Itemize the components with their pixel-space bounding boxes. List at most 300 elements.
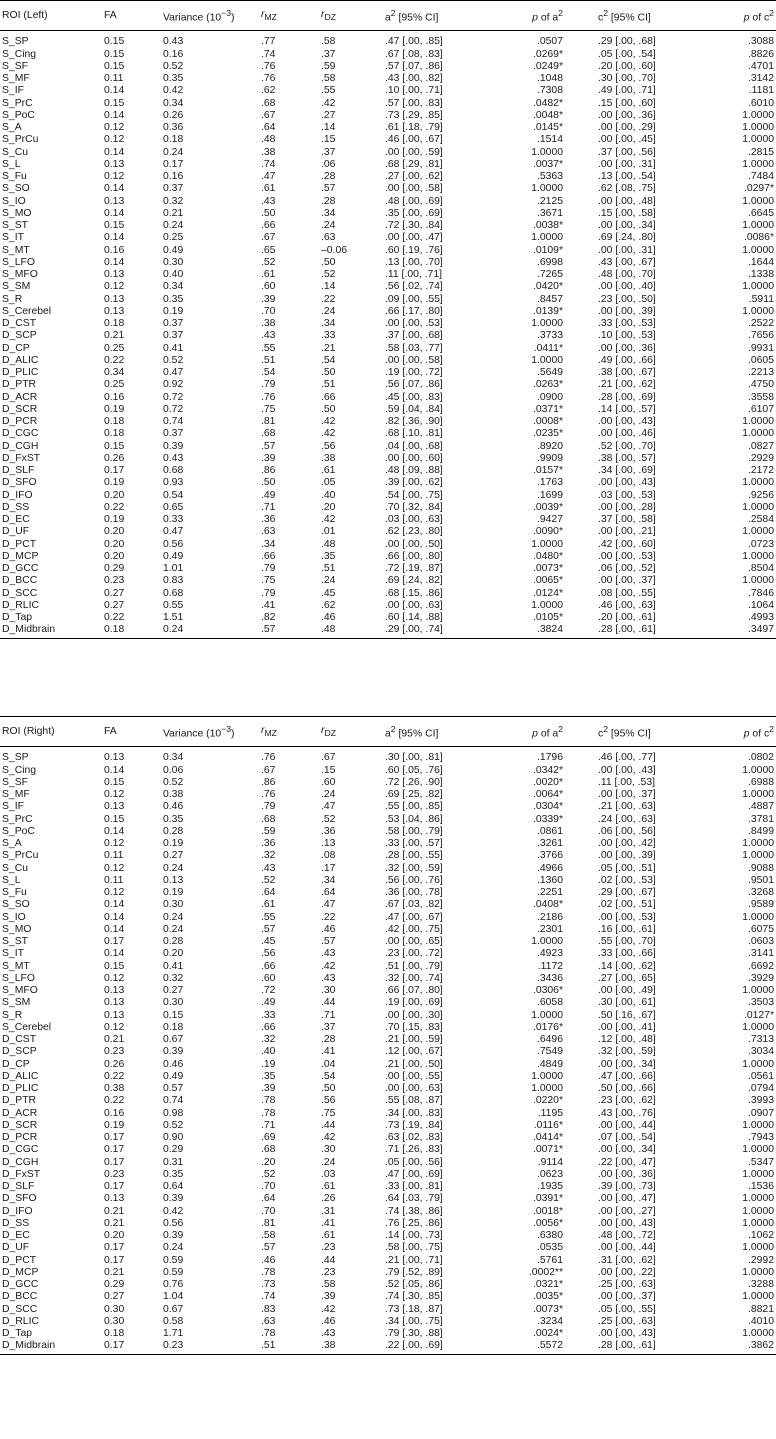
p-a2-cell: .0304* — [532, 801, 563, 813]
fa-cell: 0.14 — [104, 232, 125, 244]
c2-ci-cell: .49 [.00, .71] — [598, 85, 656, 97]
header-row — [0, 1, 776, 31]
p-a2-cell: .0035* — [532, 1291, 563, 1303]
variance-cell: 0.24 — [163, 923, 184, 935]
c2-ci-cell: .00 [.00, .43] — [598, 416, 656, 428]
c2-ci-cell: .00 [.00, .29] — [598, 122, 656, 134]
p-a2-cell: .0411* — [533, 342, 563, 354]
p-c2-cell: 1.0000 — [742, 550, 774, 562]
table-row — [0, 551, 776, 563]
roi-cell: D_PCR — [2, 416, 38, 428]
table-row — [0, 441, 776, 453]
a2-ci-cell: .56 [.02, .74] — [385, 281, 443, 293]
p-c2-cell: 1.0000 — [742, 305, 774, 317]
a2-ci-cell: .35 [.00, .69] — [385, 207, 443, 219]
p-c2-cell: .0907 — [747, 1107, 774, 1119]
variance-cell: 0.30 — [163, 256, 184, 268]
c2-ci-cell: .37 [.00, .58] — [598, 514, 656, 526]
c2-ci-cell: .48 [.00, .70] — [598, 269, 656, 281]
rdz-cell: .28 — [321, 195, 336, 207]
p-a2-cell: 1.0000 — [531, 1083, 563, 1095]
table-row — [0, 526, 776, 538]
p-c2-cell: .6010 — [747, 97, 774, 109]
p-c2-cell: 1.0000 — [742, 1328, 774, 1340]
rdz-cell: .63 — [321, 232, 336, 244]
roi-cell: S_Cu — [2, 146, 28, 158]
p-c2-cell: 1.0000 — [742, 281, 774, 293]
table-row — [0, 1206, 776, 1218]
p-c2-cell: .1181 — [748, 85, 774, 97]
rdz-cell: .30 — [321, 1144, 336, 1156]
roi-cell: S_SF — [2, 776, 28, 788]
a2-ci-cell: .67 [.08, .83] — [385, 48, 443, 60]
variance-cell: 0.68 — [163, 587, 184, 599]
a2-ci-cell: .33 [.00, .81] — [385, 1181, 443, 1193]
a2-ci-cell: .37 [.00, .68] — [385, 330, 443, 342]
col-p-c2: p of $c^2$ — [743, 724, 774, 740]
rmz-cell: .51 — [261, 1340, 276, 1352]
p-a2-cell: .0139* — [532, 305, 563, 317]
c2-ci-cell: .00 [.00, .49] — [598, 985, 656, 997]
p-a2-cell: 1.0000 — [531, 146, 563, 158]
rmz-cell: .65 — [261, 244, 276, 256]
rmz-cell: .57 — [261, 923, 276, 935]
rmz-cell: .45 — [261, 936, 276, 948]
p-a2-cell: .0037* — [532, 158, 563, 170]
variance-cell: 0.42 — [163, 1205, 184, 1217]
fa-cell: 0.20 — [104, 538, 125, 550]
a2-ci-cell: .79 [.52, .89] — [385, 1266, 443, 1278]
fa-cell: 0.27 — [104, 587, 125, 599]
rmz-cell: .66 — [261, 1021, 276, 1033]
table-row — [0, 1034, 776, 1046]
table-row — [0, 1218, 776, 1230]
col-c2-ci: $c^2$ [95% CI] — [598, 8, 651, 24]
table-row — [0, 98, 776, 110]
roi-cell: D_SS — [2, 1217, 30, 1229]
a2-ci-cell: .47 [.00, .69] — [385, 1168, 443, 1180]
c2-ci-cell: .33 [.00, .53] — [598, 318, 656, 330]
rdz-cell: .54 — [321, 354, 336, 366]
variance-cell: 0.32 — [163, 195, 184, 207]
table-row — [0, 232, 776, 244]
variance-cell: 0.83 — [163, 575, 184, 587]
a2-ci-cell: .34 [.00, .83] — [385, 1107, 443, 1119]
p-c2-cell: 1.0000 — [742, 911, 774, 923]
fa-cell: 0.15 — [104, 813, 125, 825]
fa-cell: 0.20 — [104, 1230, 125, 1242]
roi-cell: D_PCT — [2, 1254, 37, 1266]
c2-ci-cell: .20 [.00, .60] — [598, 60, 656, 72]
variance-cell: 0.18 — [163, 134, 184, 146]
table-row — [0, 985, 776, 997]
variance-cell: 0.41 — [163, 960, 184, 972]
rmz-cell: .79 — [261, 801, 276, 813]
fa-cell: 0.13 — [104, 997, 125, 1009]
table-row — [0, 887, 776, 899]
table-row — [0, 428, 776, 440]
p-a2-cell: .5363 — [536, 171, 563, 183]
rmz-cell: .20 — [261, 1156, 276, 1168]
rdz-cell: .59 — [321, 60, 336, 72]
a2-ci-cell: .00 [.00, .58] — [385, 183, 443, 195]
variance-cell: 0.59 — [163, 1266, 184, 1278]
col-a2-ci: $a^2$ [95% CI] — [385, 724, 439, 740]
rdz-cell: .35 — [321, 550, 336, 562]
c2-ci-cell: .11 [.00, .53] — [598, 776, 655, 788]
rmz-cell: .58 — [261, 1230, 276, 1242]
roi-cell: D_ACR — [2, 1107, 38, 1119]
table-row — [0, 1046, 776, 1058]
p-a2-cell: .0157* — [532, 465, 563, 477]
rmz-cell: .43 — [261, 195, 276, 207]
rmz-cell: .59 — [261, 825, 276, 837]
fa-cell: 0.12 — [104, 838, 125, 850]
p-c2-cell: .0605 — [747, 354, 774, 366]
rmz-cell: .36 — [261, 514, 276, 526]
table-row — [0, 539, 776, 551]
rdz-cell: .43 — [321, 972, 336, 984]
p-c2-cell: .5347 — [747, 1156, 774, 1168]
rdz-cell: .37 — [321, 1021, 336, 1033]
p-a2-cell: 1.0000 — [531, 1009, 563, 1021]
roi-cell: D_PTR — [2, 379, 37, 391]
a2-ci-cell: .62 [.23, .80] — [385, 526, 443, 538]
a2-ci-cell: .30 [.00, .81] — [385, 752, 443, 764]
variance-cell: 0.64 — [163, 1181, 184, 1193]
rmz-cell: .34 — [261, 538, 276, 550]
col-fa: FA — [104, 9, 117, 21]
c2-ci-cell: .21 [.00, .63] — [598, 801, 656, 813]
rmz-cell: .38 — [261, 146, 276, 158]
roi-cell: D_CGH — [2, 1156, 39, 1168]
roi-cell: D_FxST — [2, 1168, 41, 1180]
a2-ci-cell: .57 [.07, .86] — [385, 60, 443, 72]
rdz-cell: .52 — [321, 813, 336, 825]
p-c2-cell: .9256 — [747, 489, 774, 501]
col-rmz: $r_{MZ}$ — [261, 8, 277, 22]
c2-ci-cell: .00 [.00, .41] — [598, 1021, 656, 1033]
rmz-cell: .71 — [261, 1119, 276, 1131]
a2-ci-cell: .68 [.29, .81] — [385, 158, 443, 170]
table-row — [0, 257, 776, 269]
a2-ci-cell: .72 [.19, .87] — [385, 563, 443, 575]
p-c2-cell: 1.0000 — [742, 134, 774, 146]
variance-cell: 0.34 — [163, 281, 184, 293]
a2-ci-cell: .79 [.30, .88] — [385, 1328, 443, 1340]
variance-cell: 0.28 — [163, 936, 184, 948]
table-row — [0, 1157, 776, 1169]
fa-cell: 0.22 — [104, 612, 125, 624]
col-roi: ROI (Left) — [2, 9, 48, 21]
variance-cell: 0.46 — [163, 1058, 184, 1070]
p-a2-cell: .1763 — [536, 477, 563, 489]
p-c2-cell: 1.0000 — [742, 1021, 774, 1033]
table-row — [0, 1304, 776, 1316]
p-a2-cell: .0480* — [532, 550, 563, 562]
fa-cell: 0.34 — [104, 367, 125, 379]
rmz-cell: .86 — [261, 776, 276, 788]
table-row — [0, 392, 776, 404]
c2-ci-cell: .05 [.00, .55] — [598, 1303, 656, 1315]
variance-cell: 0.38 — [163, 789, 184, 801]
c2-ci-cell: .00 [.00, .31] — [598, 244, 656, 256]
variance-cell: 0.47 — [163, 367, 184, 379]
rmz-cell: .68 — [261, 1144, 276, 1156]
fa-cell: 0.13 — [104, 293, 125, 305]
rdz-cell: .05 — [321, 477, 336, 489]
p-a2-cell: .6998 — [536, 256, 563, 268]
rdz-cell: .43 — [321, 948, 336, 960]
a2-ci-cell: .58 [.00, .79] — [385, 825, 443, 837]
col-p-a2: p of $a^2$ — [532, 724, 563, 740]
p-c2-cell: .0827 — [747, 440, 774, 452]
table-row — [0, 294, 776, 306]
roi-cell: S_L — [2, 874, 21, 886]
rdz-cell: .57 — [321, 936, 336, 948]
p-c2-cell: .0723 — [747, 538, 774, 550]
rmz-cell: .68 — [261, 428, 276, 440]
fa-cell: 0.12 — [104, 281, 125, 293]
rmz-cell: .67 — [261, 232, 276, 244]
c2-ci-cell: .00 [.00, .36] — [598, 1168, 656, 1180]
c2-ci-cell: .06 [.00, .52] — [598, 563, 656, 575]
p-a2-cell: 1.0000 — [531, 538, 563, 550]
rdz-cell: .42 — [321, 1303, 336, 1315]
right-hemisphere-table — [0, 716, 776, 1355]
roi-cell: D_Midbrain — [2, 1340, 56, 1352]
rdz-cell: .42 — [321, 1132, 336, 1144]
p-a2-cell: .0321* — [532, 1279, 563, 1291]
rmz-cell: .76 — [261, 789, 276, 801]
p-a2-cell: .0176* — [532, 1021, 563, 1033]
p-c2-cell: .7656 — [747, 330, 774, 342]
p-a2-cell: .0002** — [528, 1266, 563, 1278]
a2-ci-cell: .55 [.08, .87] — [385, 1095, 443, 1107]
p-c2-cell: .6645 — [747, 207, 774, 219]
rdz-cell: .24 — [321, 789, 336, 801]
p-a2-cell: .6058 — [536, 997, 563, 1009]
p-c2-cell: .4010 — [747, 1315, 774, 1327]
roi-cell: D_SCC — [2, 1303, 38, 1315]
rdz-cell: .14 — [321, 122, 336, 134]
variance-cell: 0.43 — [163, 36, 184, 48]
rdz-cell: .31 — [321, 1205, 336, 1217]
fa-cell: 0.27 — [104, 1291, 125, 1303]
a2-ci-cell: .68 [.10, .81] — [385, 428, 443, 440]
table-row — [0, 563, 776, 575]
variance-cell: 0.24 — [163, 1242, 184, 1254]
c2-ci-cell: .39 [.00, .73] — [598, 1181, 656, 1193]
rmz-cell: .78 — [261, 1107, 276, 1119]
p-c2-cell: .9589 — [747, 899, 774, 911]
fa-cell: 0.17 — [104, 1181, 125, 1193]
a2-ci-cell: .00 [.00, .55] — [385, 1070, 443, 1082]
p-a2-cell: .6496 — [536, 1034, 563, 1046]
roi-cell: D_SCP — [2, 330, 37, 342]
fa-cell: 0.14 — [104, 207, 125, 219]
p-a2-cell: .7549 — [536, 1046, 563, 1058]
roi-cell: S_SP — [2, 752, 29, 764]
rdz-cell: .45 — [321, 587, 336, 599]
table-row — [0, 404, 776, 416]
rdz-cell: .56 — [321, 440, 336, 452]
rdz-cell: .41 — [321, 1217, 336, 1229]
rmz-cell: .67 — [261, 764, 276, 776]
col-p-a2: p of $a^2$ — [532, 8, 563, 24]
roi-cell: S_PoC — [2, 825, 35, 837]
p-c2-cell: 1.0000 — [742, 501, 774, 513]
c2-ci-cell: .21 [.00, .62] — [598, 379, 656, 391]
p-a2-cell: .0342* — [532, 764, 563, 776]
left-hemisphere-table — [0, 0, 776, 639]
p-a2-cell: .0124* — [532, 587, 563, 599]
a2-ci-cell: .11 [.00, .71] — [385, 269, 442, 281]
col-variance: Variance $(10^{-3})$ — [163, 8, 235, 24]
rdz-cell: .57 — [321, 183, 336, 195]
p-a2-cell: .9427 — [536, 514, 563, 526]
roi-cell: S_IF — [2, 85, 24, 97]
fa-cell: 0.18 — [104, 428, 125, 440]
c2-ci-cell: .00 [.00, .37] — [598, 789, 656, 801]
roi-cell: S_A — [2, 122, 22, 134]
table-row — [0, 936, 776, 948]
roi-cell: S_ST — [2, 220, 28, 232]
a2-ci-cell: .23 [.00, .72] — [385, 948, 443, 960]
p-c2-cell: 1.0000 — [742, 220, 774, 232]
a2-ci-cell: .70 [.32, .84] — [385, 501, 443, 513]
p-a2-cell: .4966 — [536, 862, 563, 874]
fa-cell: 0.17 — [104, 1254, 125, 1266]
fa-cell: 0.17 — [104, 1156, 125, 1168]
c2-ci-cell: .48 [.00, .72] — [598, 1230, 656, 1242]
rdz-cell: .50 — [321, 403, 336, 415]
c2-ci-cell: .00 [.00, .43] — [598, 477, 656, 489]
roi-cell: S_MF — [2, 73, 30, 85]
p-a2-cell: .0306* — [532, 985, 563, 997]
p-c2-cell: .3781 — [747, 813, 774, 825]
table-row — [0, 1132, 776, 1144]
p-a2-cell: .0339* — [532, 813, 563, 825]
a2-ci-cell: .12 [.00, .67] — [385, 1046, 443, 1058]
c2-ci-cell: .00 [.00, .36] — [598, 109, 656, 121]
fa-cell: 0.13 — [104, 1009, 125, 1021]
table-row — [0, 171, 776, 183]
variance-cell: 0.54 — [163, 489, 184, 501]
rdz-cell: .20 — [321, 501, 336, 513]
a2-ci-cell: .43 [.00, .82] — [385, 73, 443, 85]
a2-ci-cell: .00 [.00, .53] — [385, 318, 443, 330]
roi-cell: D_SFO — [2, 477, 37, 489]
rdz-cell: .50 — [321, 367, 336, 379]
rdz-cell: .17 — [321, 862, 336, 874]
rdz-cell: .06 — [321, 158, 336, 170]
roi-cell: D_UF — [2, 1242, 30, 1254]
a2-ci-cell: .28 [.00, .55] — [385, 850, 443, 862]
rmz-cell: .49 — [261, 997, 276, 1009]
p-a2-cell: .0105* — [532, 612, 563, 624]
table-row — [0, 1291, 776, 1303]
p-a2-cell: .0056* — [532, 1217, 563, 1229]
table-row — [0, 1242, 776, 1254]
c2-ci-cell: .00 [.00, .48] — [598, 195, 656, 207]
roi-cell: S_SO — [2, 183, 30, 195]
fa-cell: 0.14 — [104, 923, 125, 935]
c2-ci-cell: .20 [.00, .61] — [598, 612, 656, 624]
variance-cell: 0.36 — [163, 122, 184, 134]
p-a2-cell: .3436 — [536, 972, 563, 984]
rmz-cell: .67 — [261, 109, 276, 121]
p-a2-cell: 1.0000 — [531, 354, 563, 366]
c2-ci-cell: .00 [.00, .28] — [598, 501, 656, 513]
fa-cell: 0.12 — [104, 789, 125, 801]
p-a2-cell: .3234 — [536, 1315, 563, 1327]
a2-ci-cell: .00 [.00, .65] — [385, 936, 443, 948]
roi-cell: D_UF — [2, 526, 30, 538]
roi-cell: S_MO — [2, 923, 32, 935]
rdz-cell: .41 — [321, 1046, 336, 1058]
a2-ci-cell: .05 [.00, .56] — [385, 1156, 443, 1168]
c2-ci-cell: .47 [.00, .66] — [598, 1070, 656, 1082]
variance-cell: 0.19 — [163, 887, 184, 899]
variance-cell: 0.24 — [163, 624, 184, 636]
p-c2-cell: 1.0000 — [742, 789, 774, 801]
p-a2-cell: .0064* — [532, 789, 563, 801]
rmz-cell: .52 — [261, 256, 276, 268]
a2-ci-cell: .72 [.26, .90] — [385, 776, 443, 788]
variance-cell: 0.74 — [163, 416, 184, 428]
a2-ci-cell: .47 [.00, .67] — [385, 911, 443, 923]
table-row — [0, 1230, 776, 1242]
rmz-cell: .39 — [261, 1083, 276, 1095]
fa-cell: 0.14 — [104, 146, 125, 158]
rmz-cell: .74 — [261, 48, 276, 60]
p-a2-cell: .3824 — [536, 624, 563, 636]
fa-cell: 0.30 — [104, 1303, 125, 1315]
variance-cell: 0.52 — [163, 776, 184, 788]
p-c2-cell: .3497 — [747, 624, 774, 636]
rdz-cell: .28 — [321, 171, 336, 183]
roi-cell: S_PrCu — [2, 134, 39, 146]
c2-ci-cell: .00 [.00, .40] — [598, 281, 656, 293]
p-c2-cell: 1.0000 — [742, 838, 774, 850]
rmz-cell: .76 — [261, 60, 276, 72]
rmz-cell: .60 — [261, 281, 276, 293]
p-a2-cell: .3733 — [536, 330, 563, 342]
roi-cell: S_Cing — [2, 48, 37, 60]
variance-cell: 0.57 — [163, 1083, 184, 1095]
fa-cell: 0.21 — [104, 1217, 125, 1229]
rmz-cell: .43 — [261, 330, 276, 342]
table-row — [0, 416, 776, 428]
variance-cell: 0.26 — [163, 109, 184, 121]
table-row — [0, 1328, 776, 1340]
a2-ci-cell: .00 [.00, .60] — [385, 452, 443, 464]
fa-cell: 0.15 — [104, 776, 125, 788]
rmz-cell: .64 — [261, 122, 276, 134]
c2-ci-cell: .15 [.00, .58] — [598, 207, 656, 219]
a2-ci-cell: .52 [.05, .86] — [385, 1279, 443, 1291]
rdz-cell: .04 — [321, 1058, 336, 1070]
fa-cell: 0.13 — [104, 752, 125, 764]
table-row — [0, 477, 776, 489]
fa-cell: 0.19 — [104, 514, 125, 526]
a2-ci-cell: .29 [.00, .74] — [385, 624, 443, 636]
rmz-cell: .81 — [261, 1217, 276, 1229]
rmz-cell: .35 — [261, 1070, 276, 1082]
rdz-cell: .42 — [321, 514, 336, 526]
fa-cell: 0.12 — [104, 887, 125, 899]
